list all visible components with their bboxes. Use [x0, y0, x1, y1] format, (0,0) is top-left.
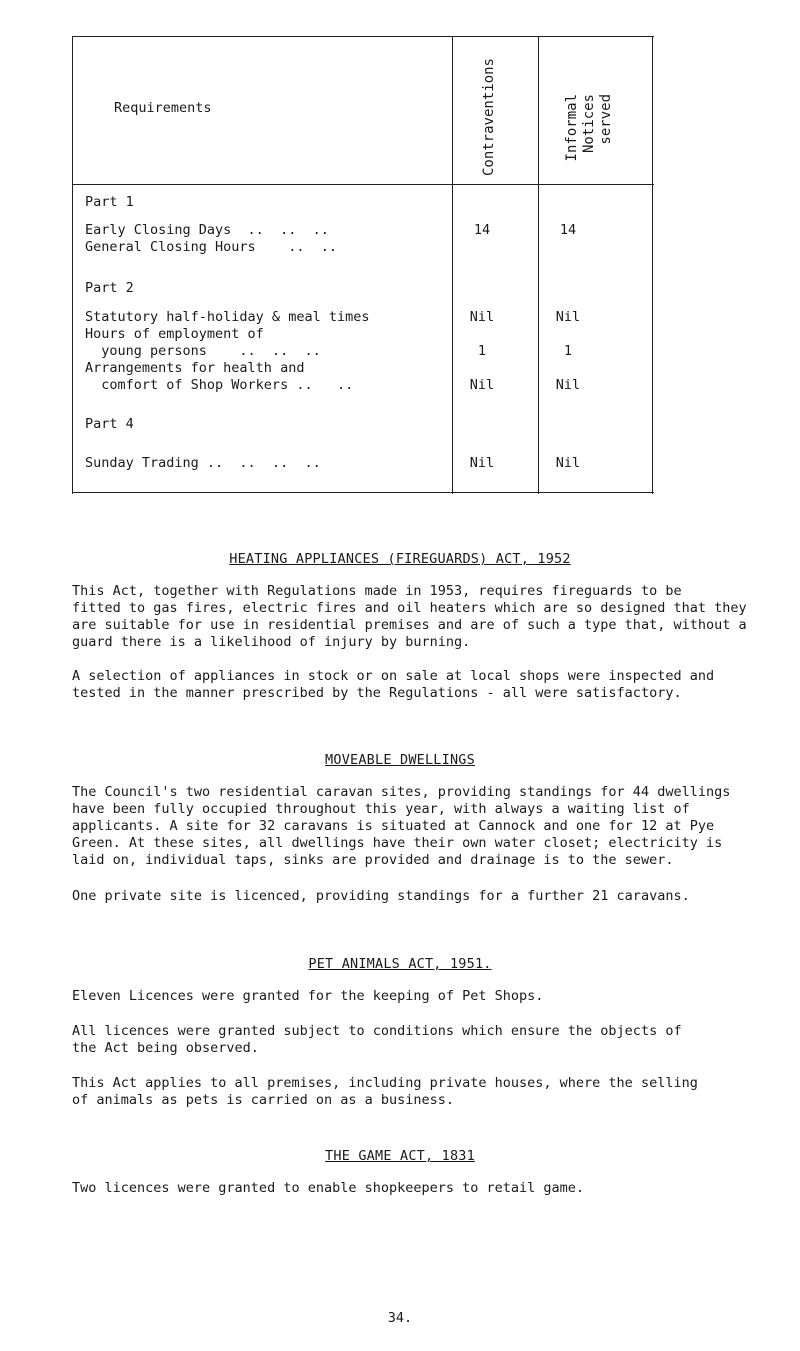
row-label: General Closing Hours .. ..	[85, 239, 337, 255]
row-label: Hours of employment of	[85, 326, 264, 342]
header-served: served	[598, 94, 614, 145]
table-bottom-rule	[72, 492, 654, 493]
moveable-heading: MOVEABLE DWELLINGS	[325, 752, 475, 768]
row-contraventions: Nil	[469, 377, 495, 393]
text-line: guard there is a likelihood of injury by burning.	[72, 634, 471, 650]
row-notices: Nil	[555, 309, 581, 325]
row-notices: Nil	[555, 377, 581, 393]
text-line: are suitable for use in residential premises and are of such a type that, without a	[72, 617, 747, 633]
section-title: Part 4	[85, 416, 134, 432]
game-paragraph-1	[72, 1180, 762, 1197]
row-label: Sunday Trading .. .. .. ..	[85, 455, 321, 471]
row-contraventions: Nil	[469, 455, 495, 471]
table-row	[72, 239, 654, 259]
section-title: Part 1	[85, 194, 134, 210]
heating-paragraph-1	[72, 583, 762, 651]
row-label: Early Closing Days .. .. ..	[85, 222, 329, 238]
text-line: Green. At these sites, all dwellings have their own water closet; electricity is	[72, 835, 723, 851]
text-line: have been fully occupied throughout this year, with always a waiting list of	[72, 801, 690, 817]
game-heading: THE GAME ACT, 1831	[325, 1148, 475, 1164]
pet-paragraph-1	[72, 988, 762, 1005]
header-informal: Informal	[564, 94, 580, 162]
moveable-paragraph-1	[72, 784, 762, 869]
table-top-rule	[72, 36, 654, 37]
text-line: Two licences were granted to enable shopkeepers to retail game.	[72, 1180, 585, 1196]
row-label: young persons .. .. ..	[85, 343, 321, 359]
section-title: Part 2	[85, 280, 134, 296]
table-header-rule	[72, 184, 654, 185]
row-label: Arrangements for health and	[85, 360, 305, 376]
page-number: 34.	[387, 1310, 413, 1326]
text-line: laid on, individual taps, sinks are provided and drainage is to the sewer.	[72, 852, 674, 868]
text-line: A selection of appliances in stock or on sale at local shops were inspected and	[72, 668, 715, 684]
heating-heading: HEATING APPLIANCES (FIREGUARDS) ACT, 1952	[229, 551, 571, 567]
section-part-1	[72, 194, 654, 214]
text-line: The Council's two residential caravan sites, providing standings for 44 dwellings	[72, 784, 731, 800]
table-row	[72, 377, 654, 397]
text-line: This Act applies to all premises, including private houses, where the selling	[72, 1075, 698, 1091]
section-part-4	[72, 416, 654, 436]
row-notices: Nil	[555, 455, 581, 471]
text-line: tested in the manner prescribed by the Regulations - all were satisfactory.	[72, 685, 682, 701]
text-line: of animals as pets is carried on as a business.	[72, 1092, 455, 1108]
pet-paragraph-3	[72, 1075, 762, 1109]
moveable-paragraph-2	[72, 888, 762, 905]
text-line: fitted to gas fires, electric fires and oil heaters which are so designed that they	[72, 600, 747, 616]
text-line: This Act, together with Regulations made in 1953, requires fireguards to be	[72, 583, 682, 599]
row-contraventions: 14	[473, 222, 491, 238]
row-contraventions: 1	[477, 343, 487, 359]
heating-paragraph-2	[72, 668, 762, 702]
pet-heading: PET ANIMALS ACT, 1951.	[308, 956, 492, 972]
row-label: Statutory half-holiday & meal times	[85, 309, 370, 325]
pet-paragraph-2	[72, 1023, 762, 1057]
row-notices: 1	[563, 343, 573, 359]
row-contraventions: Nil	[469, 309, 495, 325]
text-line: the Act being observed.	[72, 1040, 259, 1056]
table-row	[72, 455, 654, 475]
header-contraventions: Contraventions	[481, 58, 497, 177]
header-notices: Notices	[581, 94, 597, 154]
requirements-table	[72, 36, 654, 494]
header-requirements: Requirements	[114, 100, 212, 116]
text-line: Eleven Licences were granted for the keeping of Pet Shops.	[72, 988, 544, 1004]
section-part-2	[72, 280, 654, 300]
text-line: All licences were granted subject to conditions which ensure the objects of	[72, 1023, 682, 1039]
row-label: comfort of Shop Workers .. ..	[85, 377, 354, 393]
text-line: One private site is licenced, providing standings for a further 21 caravans.	[72, 888, 690, 904]
text-line: applicants. A site for 32 caravans is situated at Cannock and one for 12 at Pye	[72, 818, 715, 834]
row-notices: 14	[559, 222, 577, 238]
